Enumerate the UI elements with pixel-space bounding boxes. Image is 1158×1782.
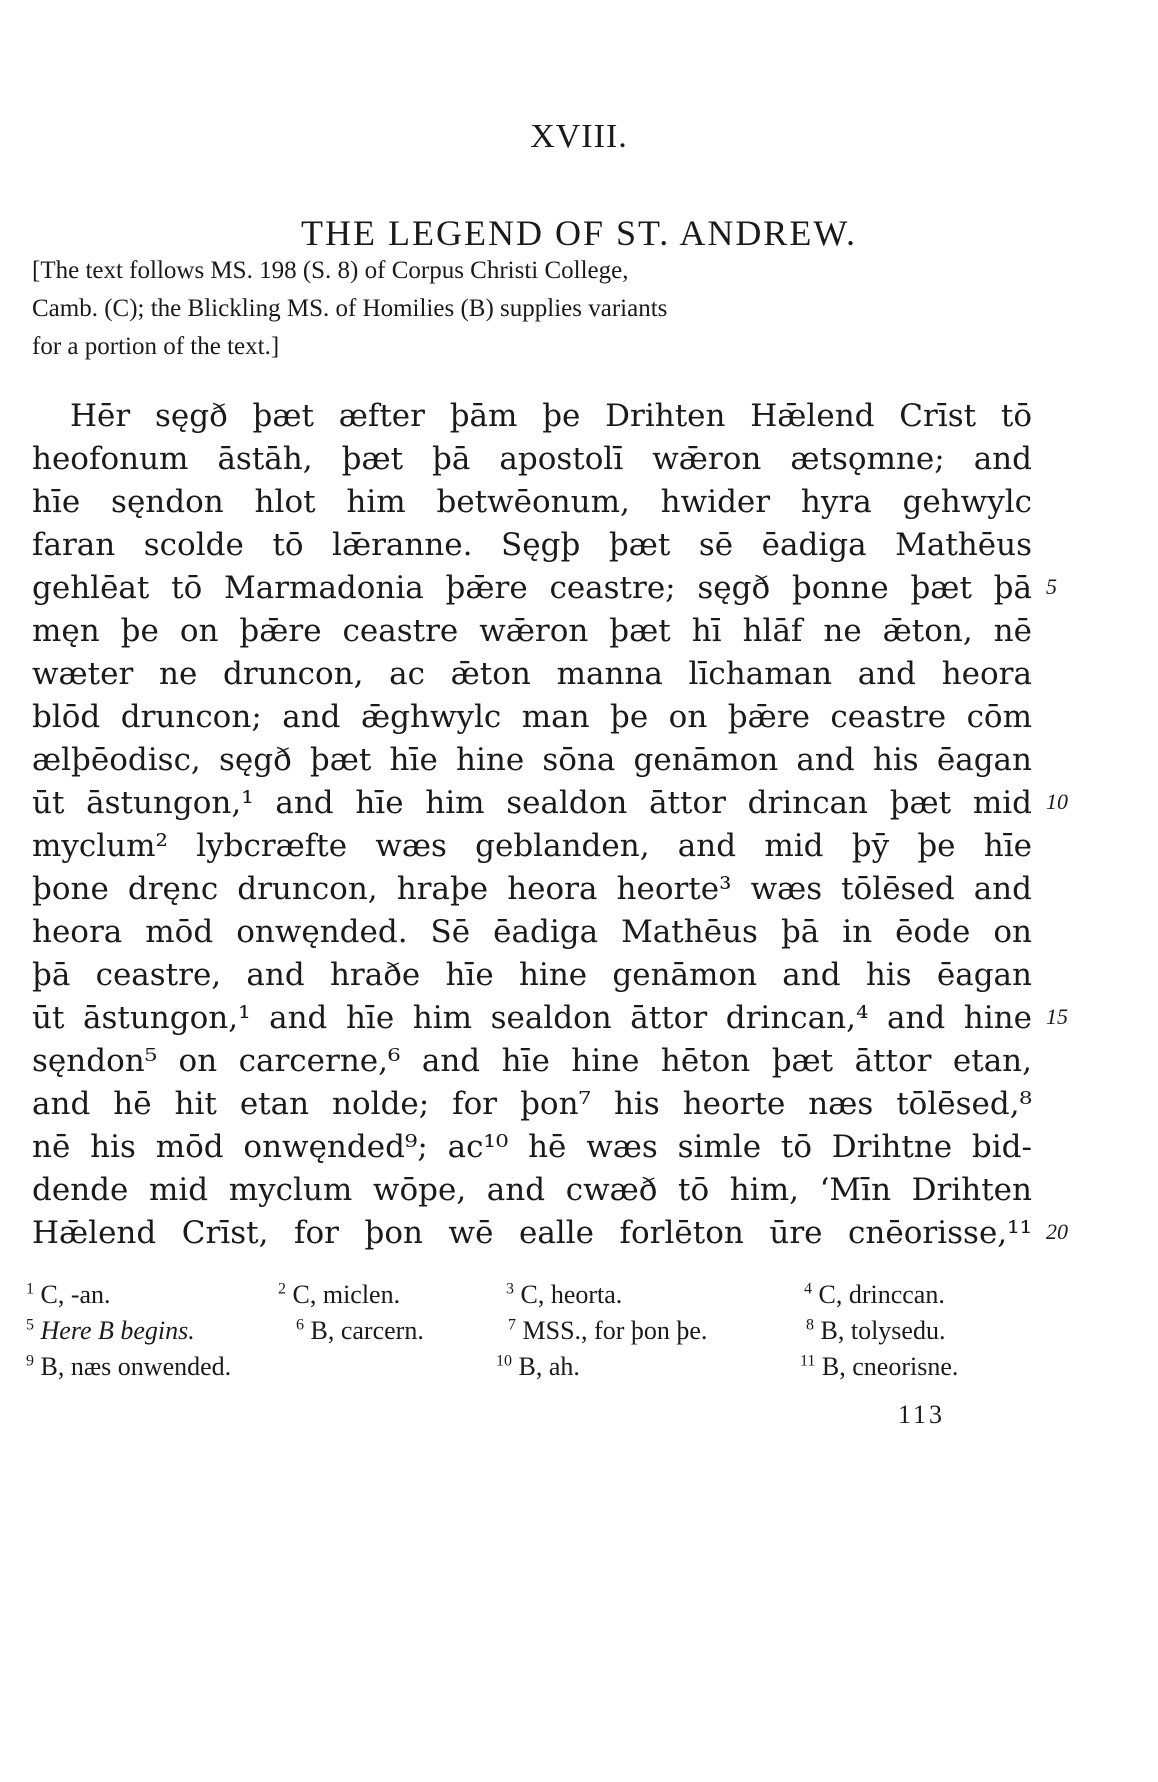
text-line: ælþēodisc, sęgð þæt hīe hine sōna genāmon and his ēagan (32, 742, 1032, 778)
footnote: $^2$ C, miclen. (278, 1280, 401, 1309)
footnote: $^8$ B, tolysedu. (806, 1316, 946, 1345)
text-line: myclum² lybcræfte wæs geblanden, and mid þȳ þe hīe (32, 828, 1032, 864)
footnote: $^3$ C, heorta. (506, 1280, 623, 1309)
footnote: $^5$ Here B begins. (26, 1316, 195, 1345)
footnote: $^4$ C, drinccan. (804, 1280, 945, 1309)
editorial-note-line: [The text follows MS. 198 (S. 8) of Corpus Christi College, (32, 257, 629, 284)
text-line: nē his mōd onwęnded⁹; ac¹⁰ hē wæs simle tō Drihtne bid- (32, 1129, 1032, 1165)
chapter-title: THE LEGEND OF ST. ANDREW. (301, 213, 857, 253)
text-line: dende mid myclum wōpe, and cwæð tō him, ‘Mīn Drihten (32, 1172, 1032, 1208)
chapter-number: XVIII. (530, 118, 628, 155)
text-line: heofonum āstāh, þæt þā apostolī wǣron ætsǫmne; and (32, 441, 1032, 477)
text-line: blōd druncon; and ǣghwylc man þe on þǣre ceastre cōm (32, 699, 1032, 735)
line-number: 20 (1046, 1219, 1068, 1244)
page-number: 113 (898, 1400, 946, 1429)
text-line: ūt āstungon,¹ and hīe him sealdon āttor drincan þæt mid (32, 785, 1032, 821)
line-number: 5 (1046, 574, 1057, 599)
text-line: wæter ne druncon, ac ǣton manna līchaman and heora (32, 656, 1032, 692)
text-line: faran scolde tō lǣranne. Sęgþ þæt sē ēadiga Mathēus (32, 527, 1032, 563)
line-number: 15 (1046, 1004, 1068, 1029)
text-line: gehlēat tō Marmadonia þǣre ceastre; sęgð þonne þæt þā (32, 570, 1032, 606)
footnote: $^{11}$ B, cneorisne. (800, 1352, 959, 1381)
line-number: 10 (1046, 789, 1068, 814)
text-line: þone dręnc druncon, hraþe heora heorte³ wæs tōlēsed and (32, 871, 1032, 907)
footnote: $^1$ C, -an. (26, 1280, 111, 1309)
editorial-note-line: Camb. (C); the Blickling MS. of Homilies (B) supplies variants (32, 295, 668, 322)
text-line: ūt āstungon,¹ and hīe him sealdon āttor drincan,⁴ and hine (32, 1000, 1032, 1036)
footnote: $^{10}$ B, ah. (496, 1352, 580, 1381)
editorial-note-line: for a portion of the text.] (32, 333, 280, 360)
text-line: męn þe on þǣre ceastre wǣron þæt hī hlāf ne ǣton, nē (32, 613, 1032, 649)
footnote: $^9$ B, næs onwended. (26, 1352, 232, 1381)
text-line: sęndon⁵ on carcerne,⁶ and hīe hine hēton þæt āttor etan, (32, 1043, 1032, 1079)
text-line: heora mōd onwęnded. Sē ēadiga Mathēus þā in ēode on (32, 914, 1032, 950)
text-line: þā ceastre, and hraðe hīe hine genāmon and his ēagan (32, 957, 1032, 993)
text-line: and hē hit etan nolde; for þon⁷ his heorte næs tōlēsed,⁸ (32, 1086, 1032, 1122)
text-line: hīe sęndon hlot him betwēonum, hwider hyra gehwylc (32, 484, 1032, 520)
footnote: $^7$ MSS., for þon þe. (508, 1316, 708, 1345)
text-line: Hēr sęgð þæt æfter þām þe Drihten Hǣlend Crīst tō (70, 398, 1032, 434)
footnote: $^6$ B, carcern. (296, 1316, 424, 1345)
text-line: Hǣlend Crīst, for þon wē ealle forlēton ūre cnēorisse,¹¹ (32, 1215, 1032, 1251)
